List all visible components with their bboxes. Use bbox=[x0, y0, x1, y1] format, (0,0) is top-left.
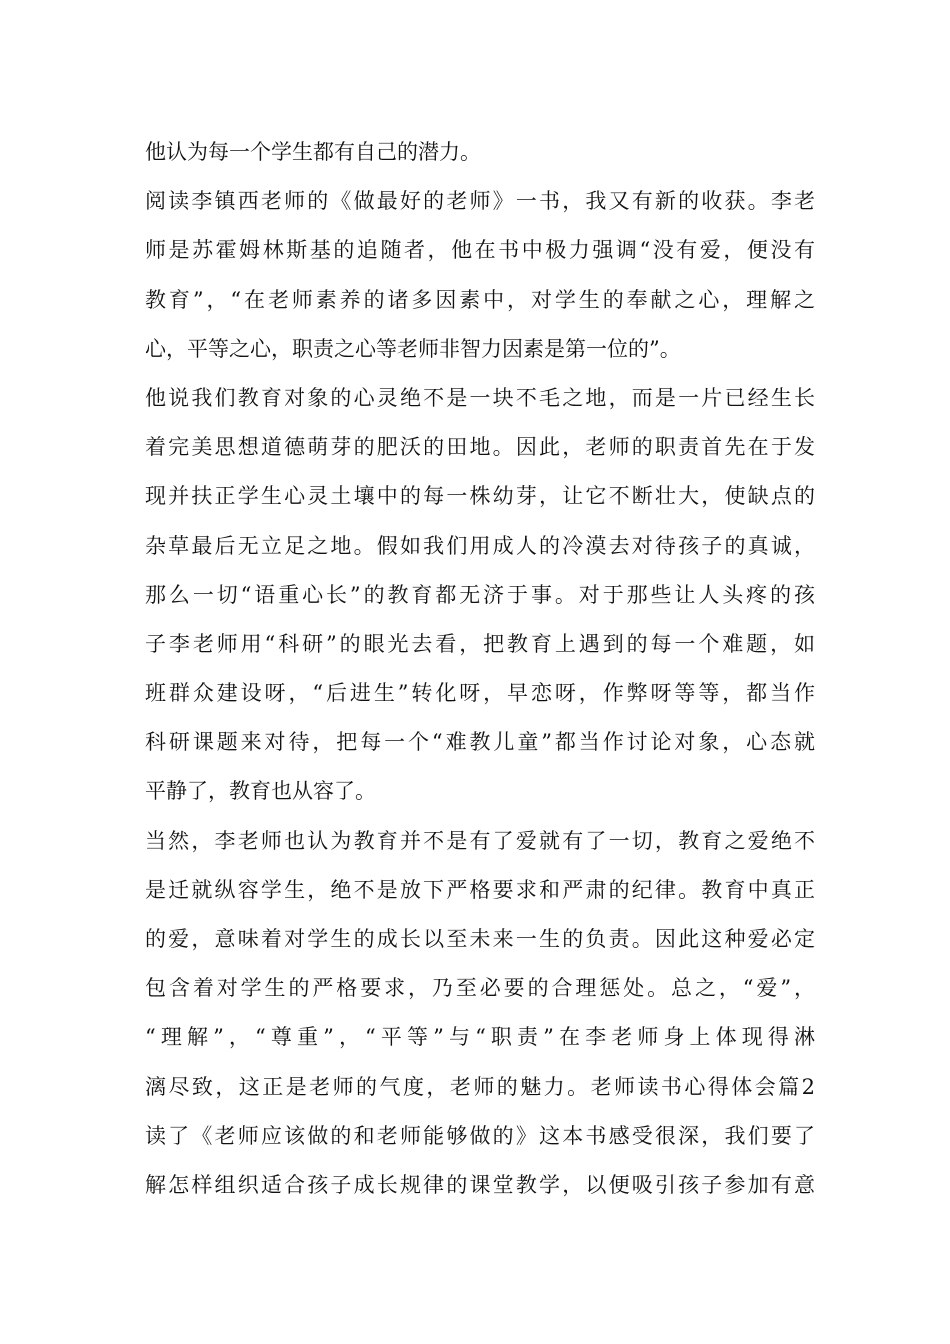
text-line: 科研课题来对待，把每一个“难教儿童”都当作讨论对象，心态就 bbox=[145, 730, 815, 755]
text-line: 子李老师用“科研”的眼光去看，把教育上遇到的每一个难题，如 bbox=[145, 631, 815, 656]
text-line: 的爱，意味着对学生的成长以至未来一生的负责。因此这种爱必定 bbox=[145, 927, 815, 951]
text-line: 着完美思想道德萌芽的肥沃的田地。因此，老师的职责首先在于发 bbox=[145, 435, 815, 460]
text-line: 读了《老师应该做的和老师能够做的》这本书感受很深，我们要了 bbox=[145, 1123, 815, 1148]
text-line: 班群众建设呀，“后进生”转化呀，早恋呀，作弊呀等等，都当作 bbox=[145, 681, 815, 706]
text-line: 他说我们教育对象的心灵绝不是一块不毛之地，而是一片已经生长 bbox=[145, 385, 815, 410]
text-line: 教育”，“在老师素养的诸多因素中，对学生的奉献之心，理解之 bbox=[145, 287, 815, 312]
text-line: 现并扶正学生心灵土壤中的每一株幼芽，让它不断壮大，使缺点的 bbox=[145, 484, 815, 509]
text-line: 杂草最后无立足之地。假如我们用成人的冷漠去对待孩子的真诚， bbox=[145, 533, 815, 558]
text-line: 平静了，教育也从容了。 bbox=[145, 779, 376, 804]
text-line: 那么一切“语重心长”的教育都无济于事。对于那些让人头疼的孩 bbox=[145, 582, 815, 607]
text-line: 是迁就纵容学生，绝不是放下严格要求和严肃的纪律。教育中真正 bbox=[145, 877, 815, 902]
text-line: 当然，李老师也认为教育并不是有了爱就有了一切，教育之爱绝不 bbox=[145, 828, 815, 853]
text-line: 阅读李镇西老师的《做最好的老师》一书，我又有新的收获。李老 bbox=[145, 189, 815, 214]
text-line: “理解”，“尊重”，“平等”与“职责”在李老师身上体现得淋 bbox=[145, 1025, 815, 1050]
text-line: 心，平等之心，职责之心等老师非智力因素是第一位的”。 bbox=[145, 336, 681, 361]
text-line: 他认为每一个学生都有自己的潜力。 bbox=[145, 140, 481, 164]
text-line: 包含着对学生的严格要求，乃至必要的合理惩处。总之，“爱”， bbox=[145, 976, 815, 1001]
body-text bbox=[145, 128, 815, 1210]
text-line: 解怎样组织适合孩子成长规律的课堂教学，以便吸引孩子参加有意 bbox=[145, 1172, 815, 1197]
text-line: 师是苏霍姆林斯基的追随者，他在书中极力强调“没有爱，便没有 bbox=[145, 238, 815, 263]
text-line: 漓尽致，这正是老师的气度，老师的魅力。老师读书心得体会篇2 bbox=[145, 1074, 815, 1099]
